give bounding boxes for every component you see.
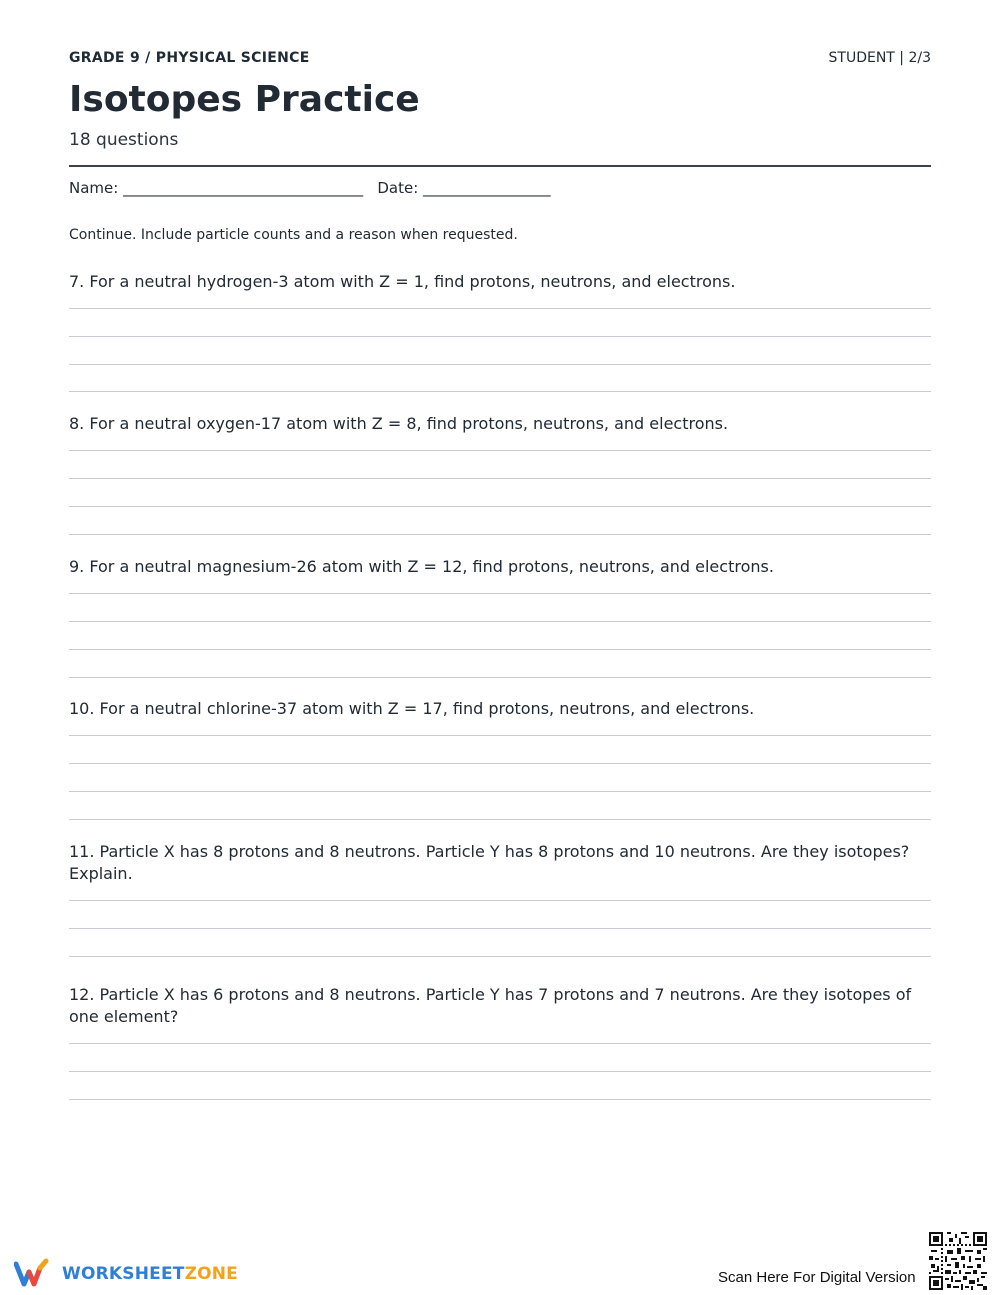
question-11 (69, 841, 931, 885)
header-bar (69, 50, 931, 70)
page-title: Isotopes Practice (69, 79, 420, 120)
answer-line[interactable] (69, 391, 931, 392)
answer-line[interactable] (69, 478, 931, 479)
answer-line[interactable] (69, 928, 931, 929)
answer-line[interactable] (69, 763, 931, 764)
answer-line[interactable] (69, 534, 931, 535)
logo-wordmark (62, 1264, 238, 1284)
answer-line[interactable] (69, 506, 931, 507)
answer-line[interactable] (69, 1043, 931, 1044)
header-divider (69, 165, 931, 167)
question-12 (69, 984, 931, 1028)
answer-line[interactable] (69, 649, 931, 650)
question-8 (69, 413, 931, 435)
instructions: Continue. Include particle counts and a reason when requested. (69, 227, 518, 243)
answer-line[interactable] (69, 956, 931, 957)
question-count: 18 questions (69, 130, 179, 150)
page-indicator: STUDENT | 2/3 (828, 50, 931, 66)
question-text: 9. For a neutral magnesium-26 atom with Z = 12, find protons, neutrons, and electrons. (69, 557, 774, 576)
logo-word-zone: ZONE (184, 1264, 238, 1284)
scan-caption: Scan Here For Digital Version (718, 1269, 916, 1286)
question-text: 12. Particle X has 6 protons and 8 neutrons. Particle Y has 7 protons and 7 neutrons. Are they isotopes of one element? (69, 985, 912, 1026)
answer-line[interactable] (69, 819, 931, 820)
answer-line[interactable] (69, 364, 931, 365)
answer-line[interactable] (69, 336, 931, 337)
answer-line[interactable] (69, 791, 931, 792)
logo-word-worksheet: WORKSHEET (62, 1264, 185, 1284)
name-date-fields: Name: ________________________________ Date: _________________ (69, 179, 551, 197)
answer-line[interactable] (69, 900, 931, 901)
answer-line[interactable] (69, 1071, 931, 1072)
answer-line[interactable] (69, 1099, 931, 1100)
course-label: GRADE 9 / PHYSICAL SCIENCE (69, 50, 310, 66)
question-9 (69, 556, 931, 578)
answer-line[interactable] (69, 677, 931, 678)
answer-line[interactable] (69, 735, 931, 736)
worksheetzone-logo-icon (14, 1258, 56, 1288)
question-text: 11. Particle X has 8 protons and 8 neutrons. Particle Y has 8 protons and 10 neutrons. Are they isotopes? Explain. (69, 842, 910, 883)
qr-code-icon[interactable] (929, 1232, 987, 1290)
answer-line[interactable] (69, 450, 931, 451)
question-text: 7. For a neutral hydrogen-3 atom with Z = 1, find protons, neutrons, and electrons. (69, 272, 736, 291)
answer-line[interactable] (69, 308, 931, 309)
question-7 (69, 271, 931, 293)
question-10 (69, 698, 931, 720)
question-text: 10. For a neutral chlorine-37 atom with Z = 17, find protons, neutrons, and electrons. (69, 699, 755, 718)
answer-line[interactable] (69, 593, 931, 594)
answer-line[interactable] (69, 621, 931, 622)
question-text: 8. For a neutral oxygen-17 atom with Z = 8, find protons, neutrons, and electrons. (69, 414, 729, 433)
